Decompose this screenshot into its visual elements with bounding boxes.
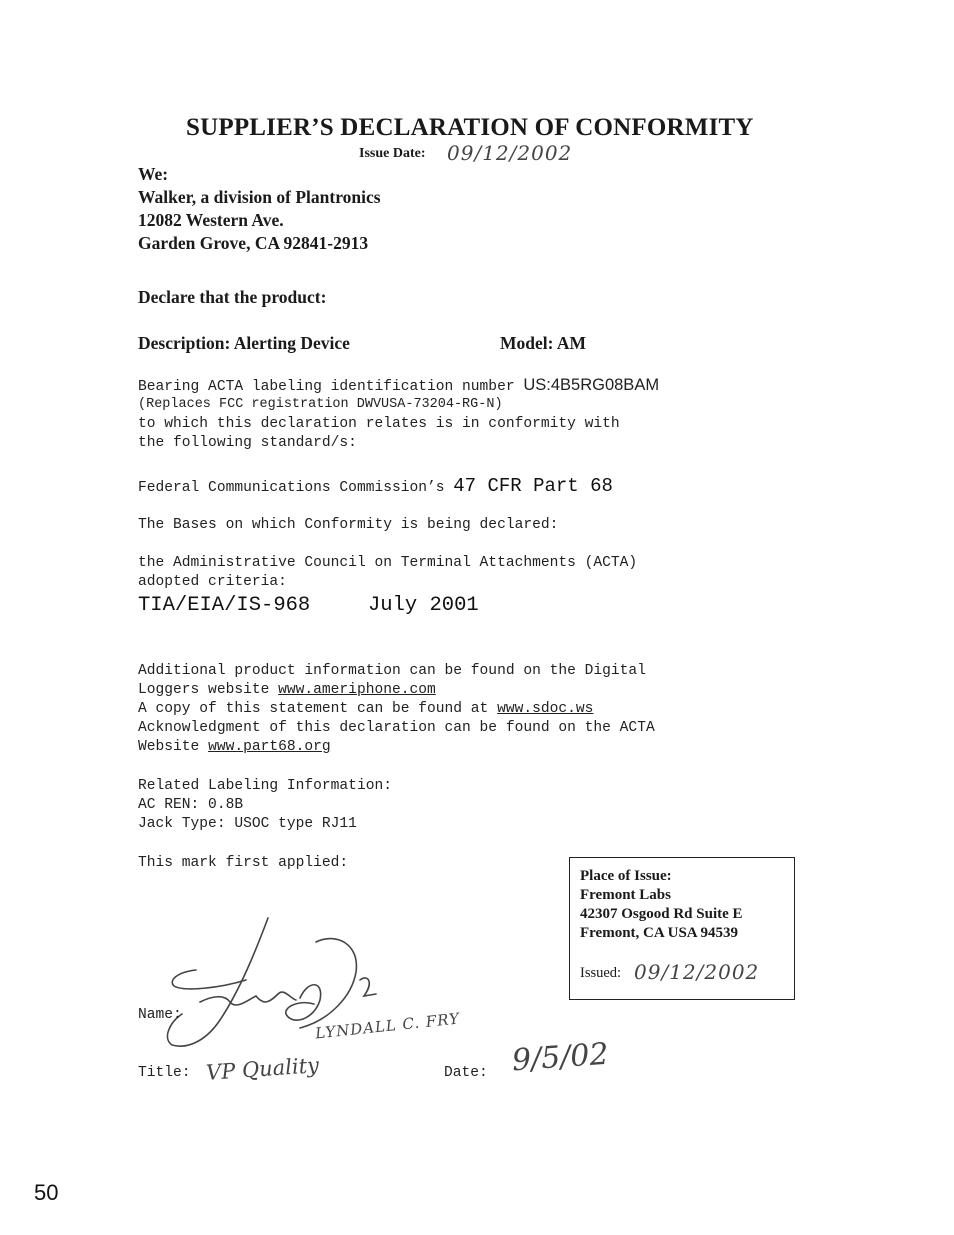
standard-date: July 2001 — [368, 594, 479, 617]
place-of-issue-box — [569, 857, 795, 1000]
acta-line1 — [138, 376, 659, 395]
date-value: 9/5/02 — [510, 1036, 610, 1079]
supplier-address2: Garden Grove, CA 92841-2913 — [138, 233, 369, 253]
we-label: We: — [138, 164, 169, 184]
acta-number: US:4B5RG08BAM — [523, 376, 660, 394]
additional-line1: Additional product information can be found on the Digital — [138, 663, 646, 679]
date-label: Date: — [444, 1065, 488, 1081]
additional-line4: Acknowledgment of this declaration can be found on the ACTA — [138, 720, 655, 736]
acta-line1-text: Bearing ACTA labeling identification number — [138, 379, 524, 395]
labeling-jack: Jack Type: USOC type RJ11 — [138, 816, 357, 832]
document-title: SUPPLIER’S DECLARATION OF CONFORMITY — [186, 114, 754, 141]
place-of-issue-name: Fremont Labs — [580, 887, 671, 903]
product-description: Description: Alerting Device — [138, 333, 350, 353]
title-label: Title: — [138, 1065, 191, 1081]
issue-date-label: Issue Date: — [359, 146, 426, 161]
issued-label: Issued: — [580, 965, 622, 981]
supplier-address1: 12082 Western Ave. — [138, 210, 284, 230]
page-number: 50 — [34, 1180, 59, 1205]
place-of-issue-address1: 42307 Osgood Rd Suite E — [580, 906, 743, 922]
acta-line4: the following standard/s: — [138, 435, 357, 451]
standard-name: TIA/EIA/IS-968 — [138, 594, 311, 617]
issued-value: 09/12/2002 — [634, 960, 760, 984]
council-line1: the Administrative Council on Terminal Attachments (ACTA) — [138, 555, 638, 571]
fcc-prefix: Federal Communications Commission’s — [138, 480, 454, 496]
fcc-line — [138, 475, 613, 497]
place-of-issue-address2: Fremont, CA USA 94539 — [580, 925, 739, 941]
labeling-ren: AC REN: 0.8B — [138, 797, 244, 813]
supplier-name: Walker, a division of Plantronics — [138, 187, 381, 207]
printed-name: LYNDALL C. FRY — [314, 1009, 461, 1043]
additional-line5 — [138, 739, 331, 755]
acta-line2: (Replaces FCC registration DWVUSA-73204-RG-N) — [138, 397, 503, 412]
additional-line2-text: Loggers website — [138, 682, 279, 698]
declare-label: Declare that the product: — [138, 287, 327, 307]
additional-line3 — [138, 701, 593, 717]
sdoc-link[interactable]: www.sdoc.ws — [497, 701, 594, 717]
ameriphone-link[interactable]: www.ameriphone.com — [278, 682, 436, 698]
name-label: Name: — [138, 1007, 182, 1023]
additional-line3-text: A copy of this statement can be found at — [138, 701, 498, 717]
place-of-issue-label: Place of Issue: — [580, 868, 672, 884]
part68-link[interactable]: www.part68.org — [208, 739, 331, 755]
product-model: Model: AM — [500, 333, 587, 353]
bases-label: The Bases on which Conformity is being declared: — [138, 517, 559, 533]
title-value: VP Quality — [205, 1053, 320, 1085]
additional-line2 — [138, 682, 436, 698]
fcc-part: 47 CFR Part 68 — [453, 475, 613, 497]
mark-applied-label: This mark first applied: — [138, 855, 349, 871]
acta-line3: to which this declaration relates is in conformity with — [138, 416, 620, 432]
council-line2: adopted criteria: — [138, 574, 287, 590]
additional-line5-text: Website — [138, 739, 209, 755]
labeling-heading: Related Labeling Information: — [138, 778, 392, 794]
issue-date-value: 09/12/2002 — [447, 141, 573, 165]
